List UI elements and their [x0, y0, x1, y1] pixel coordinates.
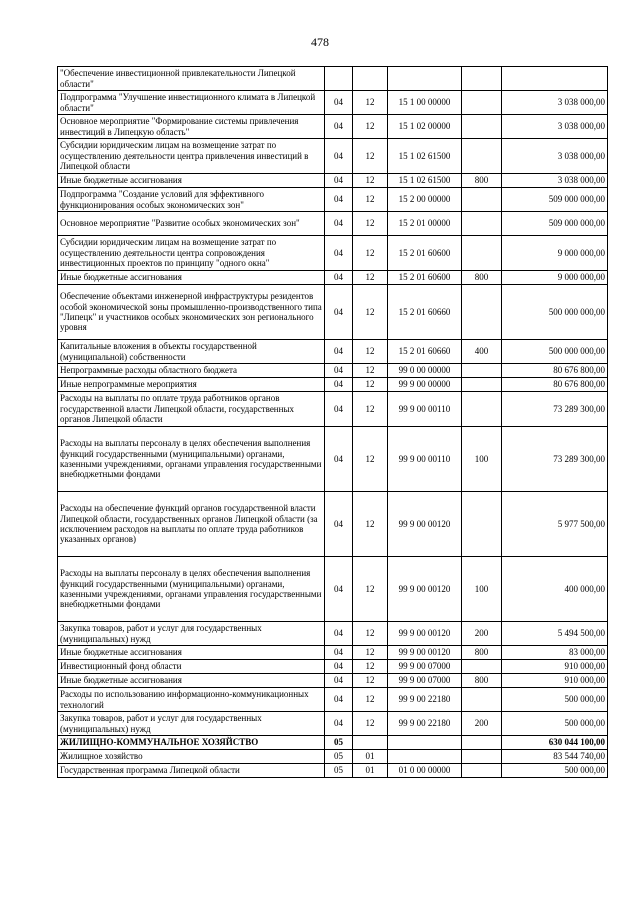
row-subsection-cell: 12	[353, 646, 388, 660]
row-expense-type-cell	[462, 115, 502, 139]
row-section-cell: 04	[325, 392, 353, 427]
row-target-cell: 99 9 00 22180	[388, 688, 462, 712]
row-expense-type-cell	[462, 764, 502, 778]
row-amount-cell	[502, 67, 608, 91]
row-target-cell: 99 9 00 00120	[388, 557, 462, 622]
row-subsection-cell: 12	[353, 712, 388, 736]
row-expense-type-cell	[462, 736, 502, 750]
row-name-cell: Расходы на выплаты персоналу в целях обеспечения выполнения функций государственными (муниципальными) органами, казенными учреждениями, органами управления государственными внебюджетными фондами	[58, 427, 325, 492]
row-target-cell: 15 2 00 00000	[388, 188, 462, 212]
row-section-cell: 04	[325, 188, 353, 212]
table-row	[58, 139, 608, 174]
row-expense-type-cell: 200	[462, 712, 502, 736]
table-row	[58, 674, 608, 688]
table-row	[58, 646, 608, 660]
row-subsection-cell: 12	[353, 91, 388, 115]
row-name-cell: Иные бюджетные ассигнования	[58, 174, 325, 188]
row-subsection-cell: 12	[353, 139, 388, 174]
row-expense-type-cell: 800	[462, 174, 502, 188]
row-amount-cell: 83 000,00	[502, 646, 608, 660]
row-amount-cell: 73 289 300,00	[502, 427, 608, 492]
table-row	[58, 764, 608, 778]
table-row	[58, 285, 608, 340]
row-amount-cell: 9 000 000,00	[502, 271, 608, 285]
row-target-cell: 15 2 01 00000	[388, 212, 462, 236]
table-row	[58, 622, 608, 646]
row-target-cell: 99 9 00 00120	[388, 492, 462, 557]
row-section-cell: 04	[325, 660, 353, 674]
row-expense-type-cell	[462, 660, 502, 674]
row-amount-cell: 5 494 500,00	[502, 622, 608, 646]
row-name-cell: Закупка товаров, работ и услуг для государственных (муниципальных) нужд	[58, 622, 325, 646]
row-name-cell: Иные бюджетные ассигнования	[58, 646, 325, 660]
row-section-cell: 04	[325, 492, 353, 557]
row-amount-cell: 80 676 800,00	[502, 364, 608, 378]
table-row	[58, 236, 608, 271]
row-expense-type-cell: 100	[462, 557, 502, 622]
row-name-cell: Иные бюджетные ассигнования	[58, 271, 325, 285]
row-name-cell: Подпрограмма "Улучшение инвестиционного климата в Липецкой области"	[58, 91, 325, 115]
row-expense-type-cell	[462, 91, 502, 115]
row-section-cell: 04	[325, 236, 353, 271]
budget-table-body	[58, 67, 608, 778]
row-section-cell: 04	[325, 688, 353, 712]
row-section-cell: 04	[325, 622, 353, 646]
row-expense-type-cell	[462, 492, 502, 557]
row-section-cell: 04	[325, 674, 353, 688]
row-amount-cell: 910 000,00	[502, 674, 608, 688]
row-subsection-cell: 12	[353, 188, 388, 212]
table-row	[58, 660, 608, 674]
row-section-cell	[325, 67, 353, 91]
row-name-cell: Иные бюджетные ассигнования	[58, 674, 325, 688]
row-amount-cell: 73 289 300,00	[502, 392, 608, 427]
row-expense-type-cell	[462, 67, 502, 91]
row-name-cell: Закупка товаров, работ и услуг для государственных (муниципальных) нужд	[58, 712, 325, 736]
row-subsection-cell: 12	[353, 285, 388, 340]
row-subsection-cell: 12	[353, 557, 388, 622]
row-subsection-cell	[353, 736, 388, 750]
row-expense-type-cell: 800	[462, 271, 502, 285]
row-amount-cell: 3 038 000,00	[502, 139, 608, 174]
row-section-cell: 04	[325, 364, 353, 378]
table-row	[58, 212, 608, 236]
row-section-cell: 04	[325, 115, 353, 139]
row-subsection-cell: 12	[353, 340, 388, 364]
row-section-cell: 05	[325, 750, 353, 764]
row-amount-cell: 500 000,00	[502, 688, 608, 712]
row-target-cell: 99 9 00 07000	[388, 660, 462, 674]
table-row	[58, 427, 608, 492]
row-section-cell: 04	[325, 174, 353, 188]
row-name-cell: ЖИЛИЩНО-КОММУНАЛЬНОЕ ХОЗЯЙСТВО	[58, 736, 325, 750]
row-target-cell: 99 0 00 00000	[388, 364, 462, 378]
row-expense-type-cell: 800	[462, 674, 502, 688]
row-target-cell: 99 9 00 00120	[388, 646, 462, 660]
row-subsection-cell: 12	[353, 236, 388, 271]
table-row	[58, 750, 608, 764]
row-name-cell: Подпрограмма "Создание условий для эффективного функционирования особых экономических зон"	[58, 188, 325, 212]
row-name-cell: Непрограммные расходы областного бюджета	[58, 364, 325, 378]
row-subsection-cell: 12	[353, 174, 388, 188]
table-row	[58, 688, 608, 712]
row-subsection-cell: 12	[353, 392, 388, 427]
row-subsection-cell: 01	[353, 764, 388, 778]
row-name-cell: Расходы на обеспечение функций органов государственной власти Липецкой области, государственных органов Липецкой области (за исключением расходов на выплаты по оплате труда работников указанных органов)	[58, 492, 325, 557]
row-name-cell: Иные непрограммные мероприятия	[58, 378, 325, 392]
row-target-cell	[388, 750, 462, 764]
row-section-cell: 04	[325, 646, 353, 660]
row-amount-cell: 3 038 000,00	[502, 115, 608, 139]
row-target-cell: 15 1 00 00000	[388, 91, 462, 115]
table-row	[58, 492, 608, 557]
row-section-cell: 04	[325, 427, 353, 492]
row-expense-type-cell: 800	[462, 646, 502, 660]
row-section-cell: 04	[325, 285, 353, 340]
row-target-cell: 15 2 01 60600	[388, 271, 462, 285]
row-target-cell: 15 1 02 00000	[388, 115, 462, 139]
row-amount-cell: 500 000 000,00	[502, 285, 608, 340]
row-target-cell: 15 2 01 60600	[388, 236, 462, 271]
table-row	[58, 392, 608, 427]
table-row	[58, 188, 608, 212]
row-amount-cell: 500 000,00	[502, 712, 608, 736]
row-subsection-cell: 12	[353, 115, 388, 139]
budget-table	[57, 66, 608, 778]
row-expense-type-cell	[462, 378, 502, 392]
row-section-cell: 04	[325, 340, 353, 364]
row-amount-cell: 509 000 000,00	[502, 188, 608, 212]
row-expense-type-cell	[462, 188, 502, 212]
row-target-cell: 99 9 00 00120	[388, 622, 462, 646]
row-expense-type-cell	[462, 688, 502, 712]
row-target-cell: 15 2 01 60660	[388, 340, 462, 364]
row-name-cell: Государственная программа Липецкой области	[58, 764, 325, 778]
row-section-cell: 04	[325, 271, 353, 285]
row-target-cell	[388, 736, 462, 750]
row-section-cell: 05	[325, 736, 353, 750]
row-expense-type-cell: 100	[462, 427, 502, 492]
row-target-cell: 99 9 00 00110	[388, 427, 462, 492]
row-section-cell: 04	[325, 557, 353, 622]
row-subsection-cell: 12	[353, 212, 388, 236]
row-subsection-cell: 12	[353, 271, 388, 285]
row-name-cell: Расходы на выплаты по оплате труда работников органов государственной власти Липецкой области, государственных органов Липецкой области	[58, 392, 325, 427]
row-amount-cell: 910 000,00	[502, 660, 608, 674]
table-row	[58, 271, 608, 285]
row-amount-cell: 9 000 000,00	[502, 236, 608, 271]
row-subsection-cell: 01	[353, 750, 388, 764]
table-row	[58, 91, 608, 115]
row-expense-type-cell	[462, 750, 502, 764]
row-subsection-cell: 12	[353, 378, 388, 392]
row-target-cell	[388, 67, 462, 91]
row-amount-cell: 630 044 100,00	[502, 736, 608, 750]
row-amount-cell: 80 676 800,00	[502, 378, 608, 392]
row-expense-type-cell: 200	[462, 622, 502, 646]
row-name-cell: Расходы по использованию информационно-коммуникационных технологий	[58, 688, 325, 712]
row-section-cell: 04	[325, 378, 353, 392]
row-subsection-cell	[353, 67, 388, 91]
row-subsection-cell: 12	[353, 674, 388, 688]
row-subsection-cell: 12	[353, 622, 388, 646]
row-amount-cell: 500 000,00	[502, 764, 608, 778]
row-target-cell: 99 9 00 00000	[388, 378, 462, 392]
row-amount-cell: 500 000 000,00	[502, 340, 608, 364]
row-expense-type-cell	[462, 236, 502, 271]
table-row	[58, 115, 608, 139]
row-section-cell: 04	[325, 212, 353, 236]
row-section-cell: 05	[325, 764, 353, 778]
row-target-cell: 15 2 01 60660	[388, 285, 462, 340]
row-amount-cell: 400 000,00	[502, 557, 608, 622]
table-row	[58, 712, 608, 736]
row-section-cell: 04	[325, 91, 353, 115]
row-target-cell: 99 9 00 22180	[388, 712, 462, 736]
page-number: 478	[311, 35, 329, 49]
row-subsection-cell: 12	[353, 427, 388, 492]
row-name-cell: Жилищное хозяйство	[58, 750, 325, 764]
row-target-cell: 99 9 00 07000	[388, 674, 462, 688]
row-expense-type-cell	[462, 212, 502, 236]
row-name-cell: Основное мероприятие "Формирование системы привлечения инвестиций в Липецкую область"	[58, 115, 325, 139]
row-name-cell: Основное мероприятие "Развитие особых экономических зон"	[58, 212, 325, 236]
row-target-cell: 99 9 00 00110	[388, 392, 462, 427]
row-target-cell: 15 1 02 61500	[388, 174, 462, 188]
row-name-cell: Обеспечение объектами инженерной инфраструктуры резидентов особой экономической зоны промышленно-производственного типа "Липецк" и участников особых экономических зон регионального уровня	[58, 285, 325, 340]
row-name-cell: Субсидии юридическим лицам на возмещение затрат по осуществлению деятельности центра сопровождения инвестиционных проектов по принципу "одного окна"	[58, 236, 325, 271]
row-subsection-cell: 12	[353, 688, 388, 712]
table-row	[58, 340, 608, 364]
row-amount-cell: 5 977 500,00	[502, 492, 608, 557]
table-row	[58, 67, 608, 91]
row-expense-type-cell	[462, 285, 502, 340]
row-target-cell: 01 0 00 00000	[388, 764, 462, 778]
row-amount-cell: 3 038 000,00	[502, 174, 608, 188]
row-name-cell: Расходы на выплаты персоналу в целях обеспечения выполнения функций государственными (муниципальными) органами, казенными учреждениями, органами управления государственными внебюджетными фондами	[58, 557, 325, 622]
row-subsection-cell: 12	[353, 492, 388, 557]
row-name-cell: Субсидии юридическим лицам на возмещение затрат по осуществлению деятельности центра привлечения инвестиций в Липецкой области	[58, 139, 325, 174]
row-name-cell: "Обеспечение инвестиционной привлекательности Липецкой области"	[58, 67, 325, 91]
row-section-cell: 04	[325, 139, 353, 174]
row-name-cell: Инвестиционный фонд области	[58, 660, 325, 674]
row-target-cell: 15 1 02 61500	[388, 139, 462, 174]
row-name-cell: Капитальные вложения в объекты государственной (муниципальной) собственности	[58, 340, 325, 364]
table-row	[58, 378, 608, 392]
table-row	[58, 557, 608, 622]
row-subsection-cell: 12	[353, 660, 388, 674]
row-expense-type-cell	[462, 139, 502, 174]
row-subsection-cell: 12	[353, 364, 388, 378]
row-section-cell: 04	[325, 712, 353, 736]
table-row	[58, 736, 608, 750]
row-amount-cell: 3 038 000,00	[502, 91, 608, 115]
row-expense-type-cell: 400	[462, 340, 502, 364]
table-row	[58, 364, 608, 378]
row-expense-type-cell	[462, 392, 502, 427]
row-expense-type-cell	[462, 364, 502, 378]
row-amount-cell: 509 000 000,00	[502, 212, 608, 236]
row-amount-cell: 83 544 740,00	[502, 750, 608, 764]
table-row	[58, 174, 608, 188]
